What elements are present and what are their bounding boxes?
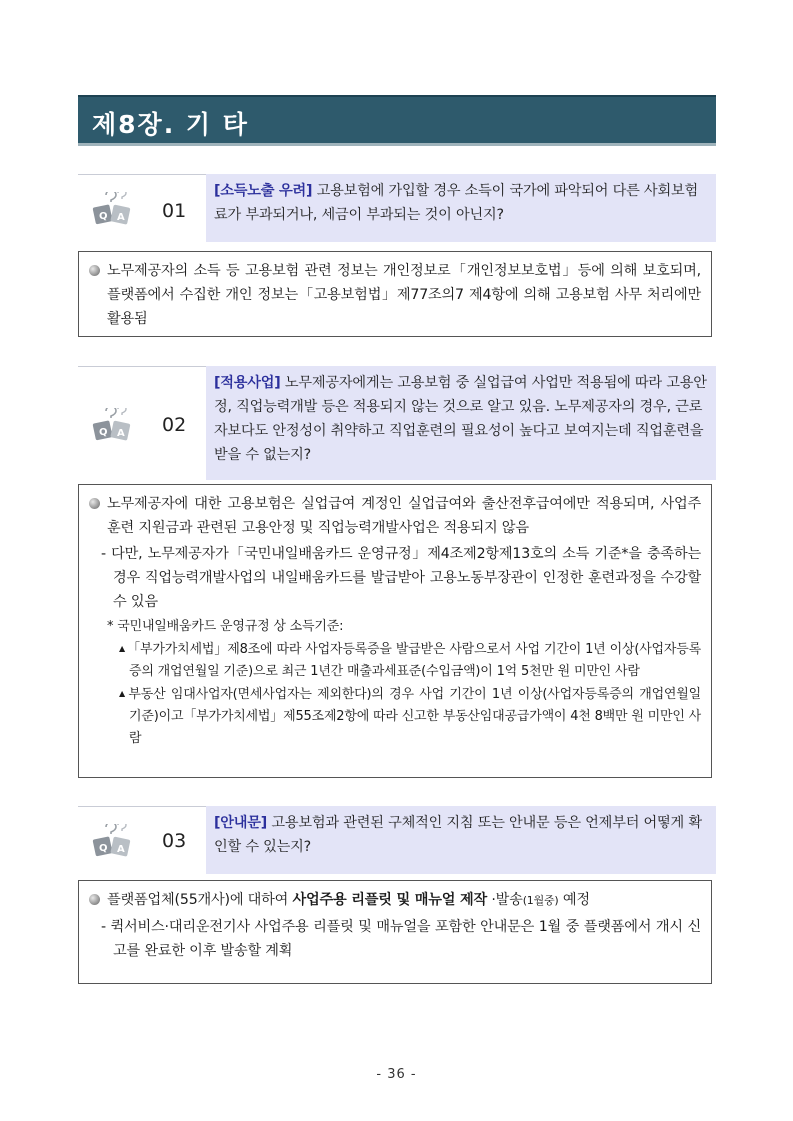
answer-main [89,259,701,331]
question-text [206,366,716,480]
chapter-header [78,95,716,146]
svg-text:Q: Q [99,211,108,222]
qa-icon [90,408,134,444]
answer-bold-text: 사업주용 리플릿 및 매뉴얼 제작 [292,892,488,908]
question-number: 01 [162,200,187,222]
answer-box-03 [78,880,712,984]
question-body: 고용보험에 가입할 경우 소득이 국가에 파악되어 다른 사회보험료가 부과되거나, 세금이 부과되는 것이 아닌지? [214,183,698,223]
question-block-02 [78,366,716,480]
answer-criterion [89,638,701,683]
question-text [206,174,716,242]
answer-criterion [89,683,701,750]
question-body: 고용보험과 관련된 구체적인 지침 또는 안내문 등은 언제부터 어떻게 확인할 수 있는지? [214,815,702,855]
answer-sub-item: - 다만, 노무제공자가「국민내일배움카드 운영규정」제4조제2항제13호의 소득 기준*을 충족하는 경우 직업능력개발사업의 내일배움카드를 발급받아 고용노동부장관이 인정한 훈련과정을 수강할 수 있음 [101,546,701,610]
answer-box-01 [78,251,712,337]
svg-text:A: A [117,428,125,439]
answer-box-02 [78,484,712,778]
question-number: 03 [162,830,187,852]
bullet-icon [89,498,100,509]
answer-text: ·발송 [487,892,523,908]
question-tag: [소득노출 우려] [214,183,313,199]
answer-sub-item: - 퀵서비스·대리운전기사 사업주용 리플릿 및 매뉴얼을 포함한 안내문은 1월 중 플랫폼에서 개시 신고를 완료한 이후 발송할 계획 [101,919,701,959]
question-block-03 [78,806,716,874]
answer-main [89,888,701,913]
answer-text: 노무제공자에 대한 고용보험은 실업급여 계정인 실업급여와 출산전후급여에만 적용되며, 사업주 훈련 지원금과 관련된 고용안정 및 직업능력개발사업은 적용되지 않음 [107,496,701,536]
chapter-title: 제8장. 기 타 [92,110,249,139]
answer-small-text: (1월중) [522,894,559,907]
bullet-icon [89,265,100,276]
page-number: - 36 - [376,1067,417,1082]
answer-note: * 국민내일배움카드 운영규정 상 소득기준: [107,619,344,634]
triangle-bullet-icon: ▲ [119,644,126,653]
svg-text:Q: Q [99,427,108,438]
svg-text:Q: Q [99,843,108,854]
question-body: 노무제공자에게는 고용보험 중 실업급여 사업만 적용됨에 따라 고용안정, 직업능력개발 등은 적용되지 않는 것으로 알고 있음. 노무제공자의 경우, 근로자보다도 안정성이 취약하고 직업훈련의 필요성이 높다고 보여지는데 직업훈련을 받을 수 없는지? [214,375,707,463]
criterion-text: 부동산 임대사업자(면세사업자는 제외한다)의 경우 사업 기간이 1년 이상(사업자등록증의 개업연월일 기준)이고「부가가치세법」제55조제2항에 따라 신고한 부동산임대공급가액이 4천 8백만 원 미만인 사람 [128,687,701,746]
question-block-01 [78,174,716,242]
question-text [206,806,716,874]
answer-text: 플랫폼업체(55개사)에 대하여 [107,892,293,908]
qa-icon [90,192,134,228]
question-tag: [적용사업] [214,375,281,391]
answer-text: 노무제공자의 소득 등 고용보험 관련 정보는 개인정보로「개인정보보호법」등에 의해 보호되며, 플랫폼에서 수집한 개인 정보는「고용보험법」제77조의7 제4항에 의해 고용보험 사무 처리에만 활용됨 [107,263,701,327]
answer-text: 예정 [558,892,590,908]
qa-icon [90,824,134,860]
question-number: 02 [162,414,187,436]
question-tag: [안내문] [214,815,268,831]
answer-main [89,492,701,540]
svg-text:A: A [117,844,125,855]
criterion-text: 「부가가치세법」제8조에 따라 사업자등록증을 발급받은 사람으로서 사업 기간이 1년 이상(사업자등록증의 개업연월일 기준)으로 최근 1년간 매출과세표준(수입금액)이 1억 5천만 원 미만인 사람 [127,642,701,679]
bullet-icon [89,894,100,905]
svg-text:A: A [117,212,125,223]
triangle-bullet-icon: ▲ [119,689,127,698]
